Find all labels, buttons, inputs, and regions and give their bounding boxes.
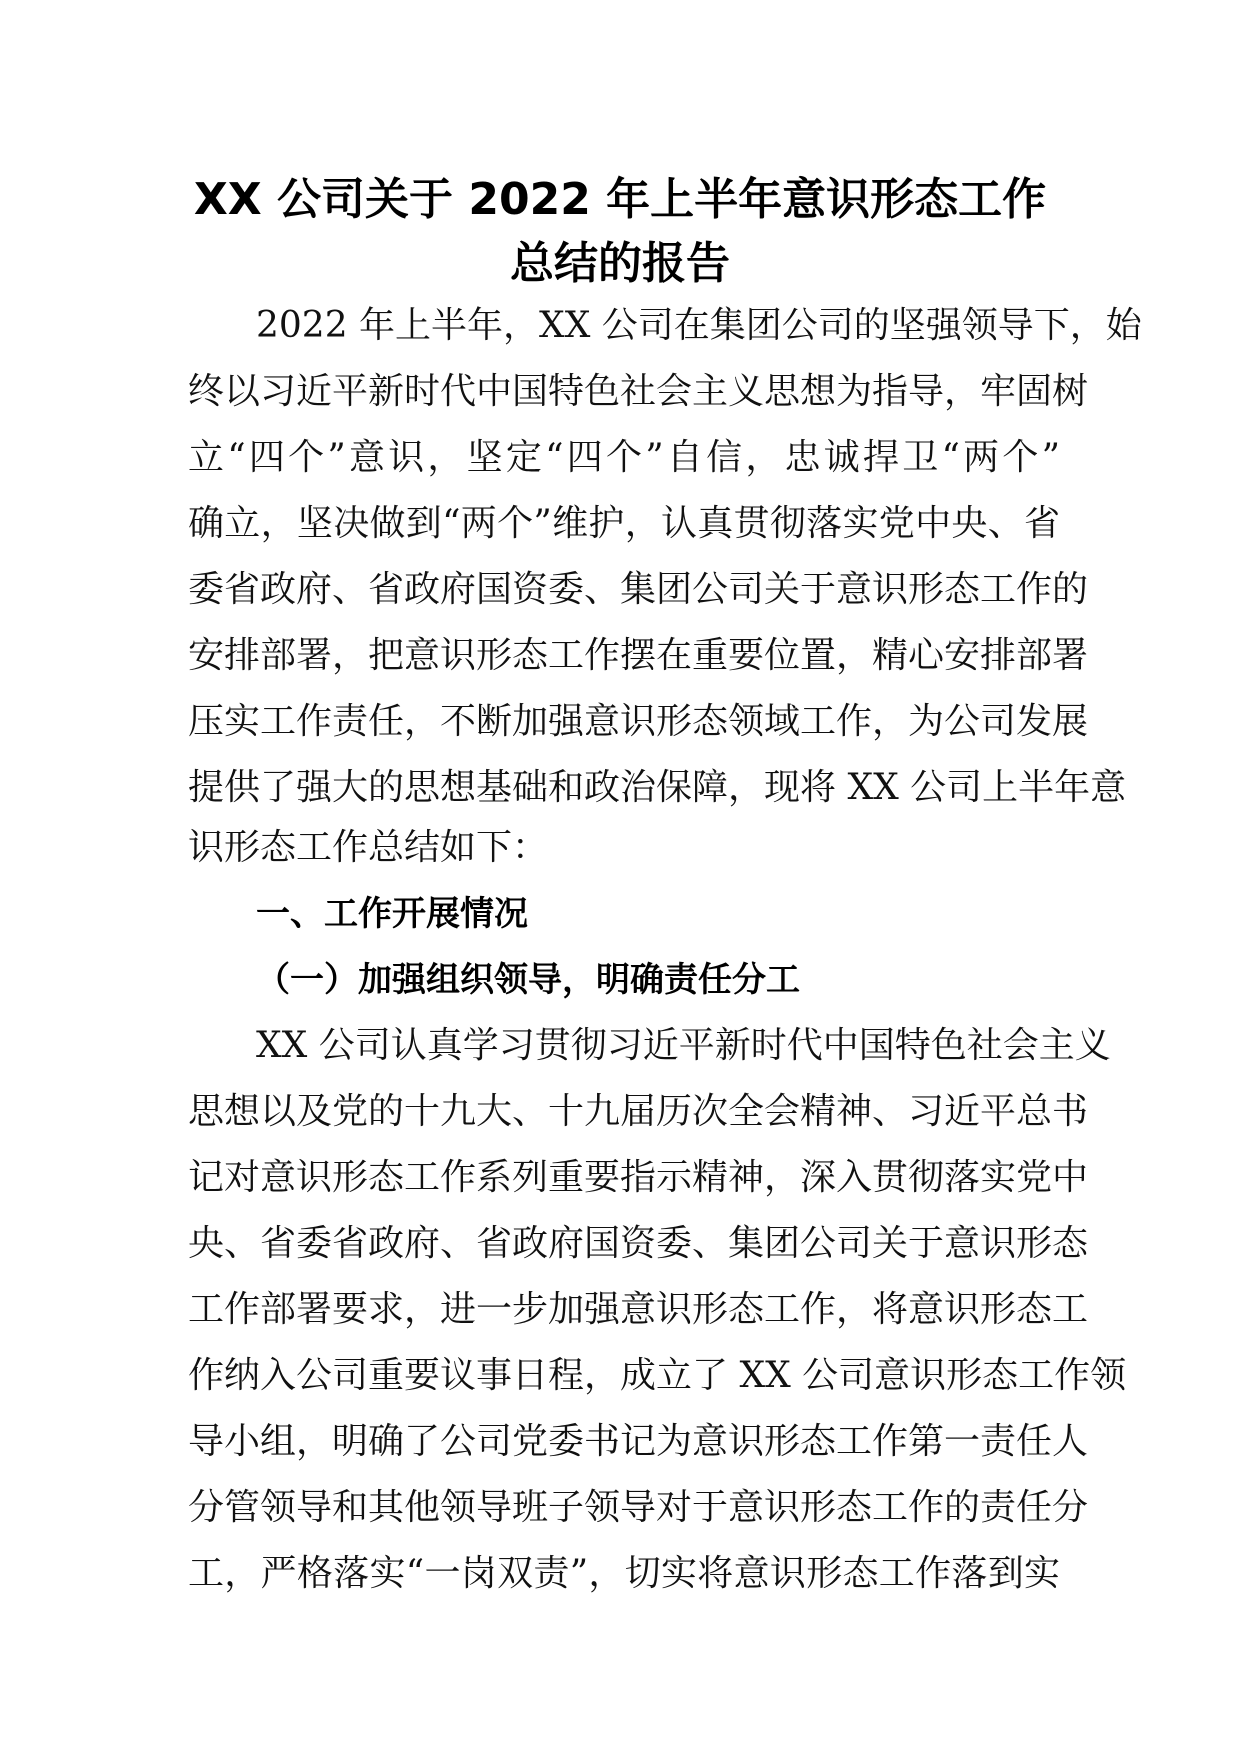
intro-line: 压实工作责任，不断加强意识形态领域工作，为公司发展 bbox=[188, 701, 1089, 742]
intro-line: 确立，坚决做到“两个”维护，认真贯彻落实党中央、省 bbox=[188, 503, 1060, 544]
intro-line: 终以习近平新时代中国特色社会主义思想为指导，牢固树 bbox=[188, 371, 1089, 412]
body-line: 作纳入公司重要议事日程，成立了 XX 公司意识形态工作领 bbox=[188, 1355, 1127, 1396]
body-line: 记对意识形态工作系列重要指示精神，深入贯彻落实党中 bbox=[188, 1157, 1089, 1198]
intro-line: 委省政府、省政府国资委、集团公司关于意识形态工作的 bbox=[188, 569, 1089, 610]
intro-line: 立“四个”意识，坚定“四个”自信，忠诚捍卫“两个” bbox=[188, 437, 1060, 478]
body-line: 分管领导和其他领导班子领导对于意识形态工作的责任分 bbox=[188, 1487, 1089, 1528]
body-line: 导小组，明确了公司党委书记为意识形态工作第一责任人 bbox=[188, 1421, 1089, 1462]
body-line: XX 公司认真学习贯彻习近平新时代中国特色社会主义 bbox=[256, 1025, 1111, 1066]
document-title-line-2: 总结的报告 bbox=[510, 238, 730, 289]
body-line: 工，严格落实“一岗双责”，切实将意识形态工作落到实 bbox=[188, 1553, 1060, 1594]
subsection-heading: （一）加强组织领导，明确责任分工 bbox=[256, 960, 800, 1000]
intro-line: 识形态工作总结如下： bbox=[188, 827, 549, 868]
body-line: 思想以及党的十九大、十九届历次全会精神、习近平总书 bbox=[188, 1091, 1089, 1132]
body-line: 工作部署要求，进一步加强意识形态工作，将意识形态工 bbox=[188, 1289, 1089, 1330]
document-title-line-1: XX 公司关于 2022 年上半年意识形态工作 bbox=[193, 174, 1047, 225]
intro-line: 安排部署，把意识形态工作摆在重要位置，精心安排部署 bbox=[188, 635, 1089, 676]
intro-line: 提供了强大的思想基础和政治保障，现将 XX 公司上半年意 bbox=[188, 767, 1127, 808]
body-line: 央、省委省政府、省政府国资委、集团公司关于意识形态 bbox=[188, 1223, 1089, 1264]
section-heading: 一、工作开展情况 bbox=[256, 894, 528, 934]
intro-line: 2022 年上半年，XX 公司在集团公司的坚强领导下，始 bbox=[256, 305, 1142, 346]
